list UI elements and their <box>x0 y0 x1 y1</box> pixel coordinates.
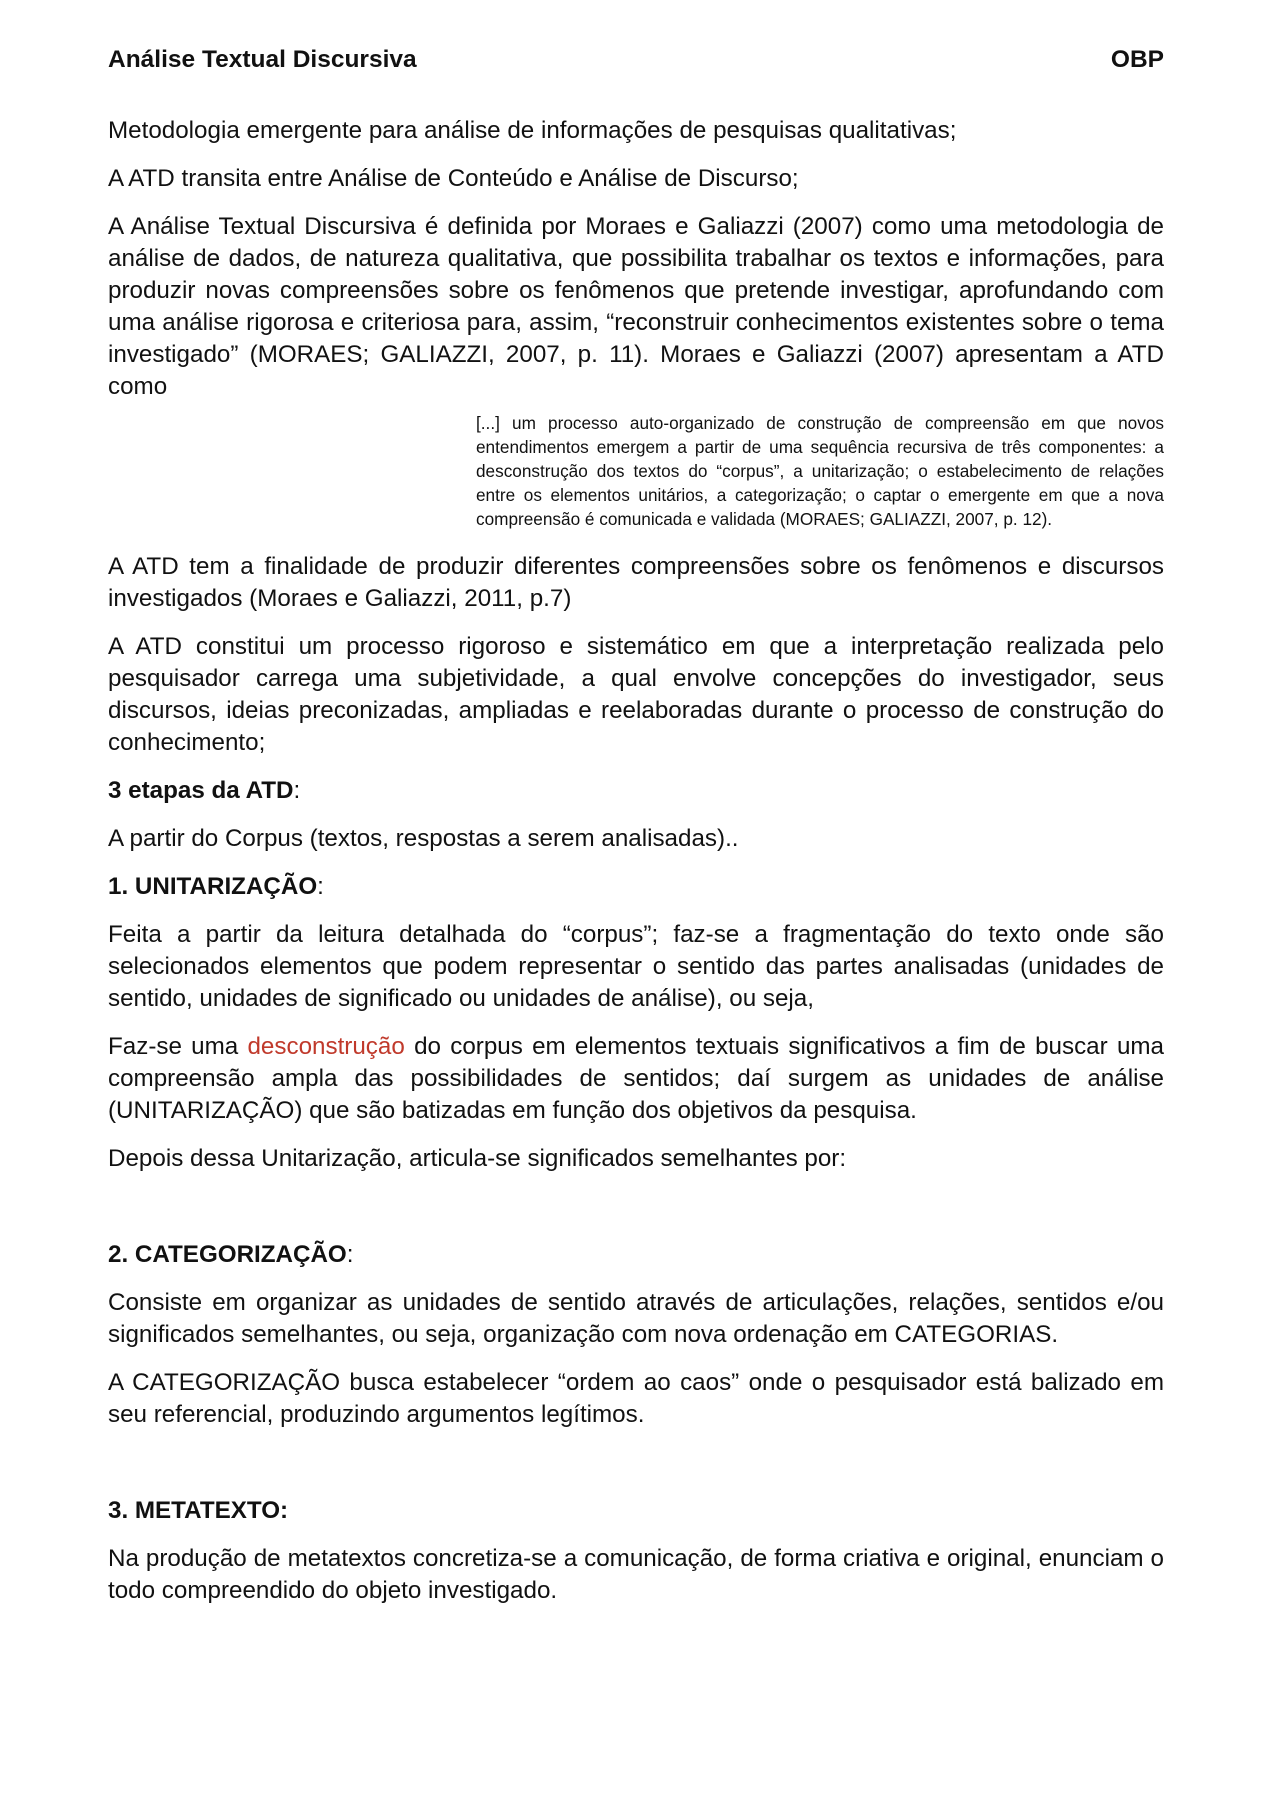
section-spacer <box>108 1447 1164 1495</box>
section-spacer <box>108 1191 1164 1239</box>
document-title: Análise Textual Discursiva <box>108 46 417 73</box>
intro-paragraph-2: A ATD transita entre Análise de Conteúdo e Análise de Discurso; <box>108 165 799 192</box>
stages-heading-colon: : <box>293 777 301 804</box>
categorizacao-paragraph-2: A CATEGORIZAÇÃO busca estabelecer “ordem ao caos” onde o pesquisador está balizado em seu referencial, produzindo argumentos legítimos. <box>108 1369 1164 1428</box>
unitarizacao-heading <box>108 871 1164 903</box>
stages-heading <box>108 775 1164 807</box>
highlighted-term: desconstrução <box>247 1033 405 1060</box>
categorizacao-heading-colon: : <box>346 1241 354 1268</box>
document-page <box>108 46 1164 1623</box>
intro-paragraph-3: A Análise Textual Discursiva é definida por Moraes e Galiazzi (2007) como uma metodologia de análise de dados, de natureza qualitativa, que possibilita trabalhar os textos e informações, para produzir novas compreensões sobre os fenômenos que pretende investigar, aprofundando com uma análise rigorosa e criteriosa para, assim, “reconstruir conhecimentos existentes sobre o tema investigado” (MORAES; GALIAZZI, 2007, p. 11). Moraes e Galiazzi (2007) apresentam a ATD como <box>108 213 1164 400</box>
stages-heading-text: 3 etapas da ATD <box>108 777 294 804</box>
intro-paragraph-1: Metodologia emergente para análise de informações de pesquisas qualitativas; <box>108 117 957 144</box>
block-quote: [...] um processo auto-organizado de construção de compreensão em que novos entendimentos emergem a partir de uma sequência recursiva de três componentes: a desconstrução dos textos do “corpus”, a unitarização; o estabelecimento de relações entre os elementos unitários, a categorização; o captar o emergente em que a nova compreensão é comunicada e validada (MORAES; GALIAZZI, 2007, p. 12). <box>476 413 1164 529</box>
unitarizacao-heading-colon: : <box>317 873 324 900</box>
unitarizacao-paragraph-2 <box>108 1031 1164 1127</box>
unitarizacao-p2-start: Faz-se uma <box>108 1033 248 1060</box>
intro-paragraph-4: A ATD tem a finalidade de produzir diferentes compreensões sobre os fenômenos e discursos investigados (Moraes e Galiazzi, 2011, p.7) <box>108 553 1164 612</box>
categorizacao-heading-text: 2. CATEGORIZAÇÃO <box>108 1241 347 1268</box>
unitarizacao-paragraph-1: Feita a partir da leitura detalhada do “corpus”; faz-se a fragmentação do texto onde são selecionados elementos que podem representar o sentido das partes analisadas (unidades de sentido, unidades de significado ou unidades de análise), ou seja, <box>108 921 1164 1012</box>
unitarizacao-p2-end: do corpus em elementos textuais significativos a fim de buscar uma compreensão ampla das possibilidades de sentidos; daí surgem as unidades de análise (UNITARIZAÇÃO) que são batizadas em função dos objetivos da pesquisa. <box>108 1033 1164 1124</box>
page-header <box>108 46 1164 74</box>
metatexto-heading-text: 3. METATEXTO: <box>108 1497 289 1524</box>
categorizacao-heading <box>108 1239 1164 1271</box>
author-initials: OBP <box>1110 46 1164 73</box>
metatexto-paragraph-1: Na produção de metatextos concretiza-se a comunicação, de forma criativa e original, enunciam o todo compreendido do objeto investigado. <box>108 1545 1164 1604</box>
categorizacao-paragraph-1: Consiste em organizar as unidades de sentido através de articulações, relações, sentidos e/ou significados semelhantes, ou seja, organização com nova ordenação em CATEGORIAS. <box>108 1289 1164 1348</box>
unitarizacao-paragraph-3: Depois dessa Unitarização, articula-se significados semelhantes por: <box>108 1145 847 1172</box>
metatexto-heading <box>108 1495 1164 1527</box>
corpus-line: A partir do Corpus (textos, respostas a serem analisadas).. <box>108 825 739 852</box>
unitarizacao-heading-text: 1. UNITARIZAÇÃO <box>108 873 318 900</box>
intro-paragraph-5: A ATD constitui um processo rigoroso e sistemático em que a interpretação realizada pelo pesquisador carrega uma subjetividade, a qual envolve concepções do investigador, seus discursos, ideias preconizadas, ampliadas e reelaboradas durante o processo de construção do conhecimento; <box>108 633 1164 756</box>
